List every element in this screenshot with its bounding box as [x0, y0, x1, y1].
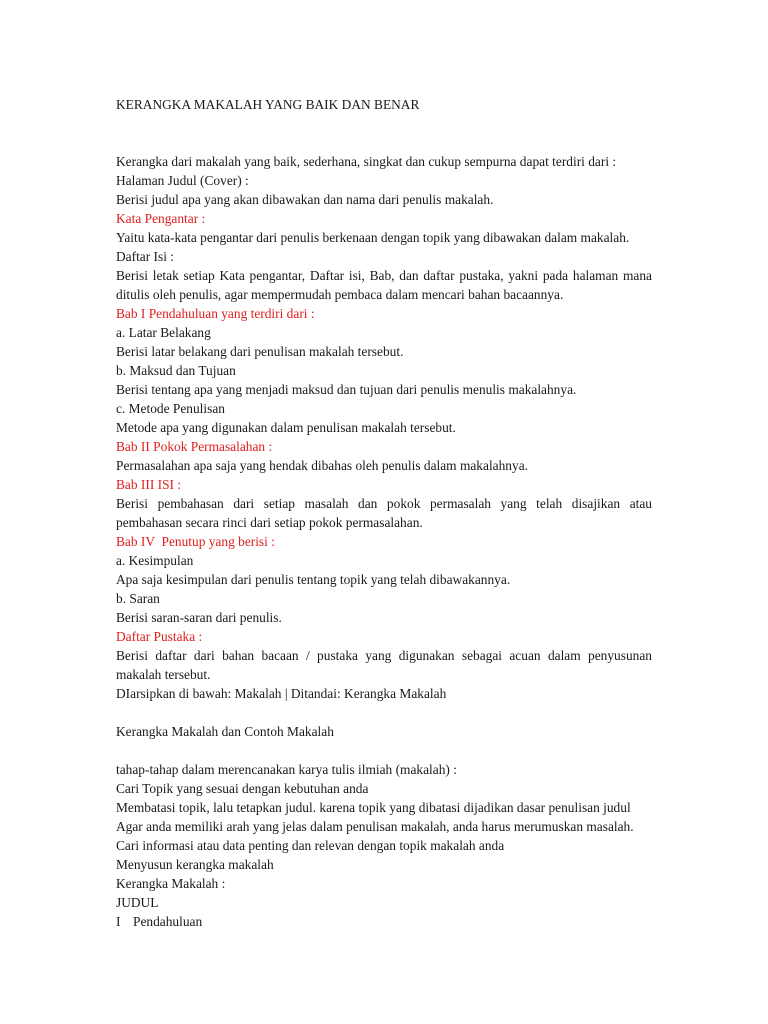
- bab1-c-desc: Metode apa yang digunakan dalam penulisan makalah tersebut.: [116, 420, 456, 435]
- section2-title: Kerangka Makalah dan Contoh Makalah: [116, 724, 334, 739]
- section-gap: [116, 703, 652, 722]
- daftar-isi-heading: Daftar Isi :: [116, 249, 175, 264]
- bab2-heading: Bab II Pokok Permasalahan :: [116, 439, 273, 454]
- bab4-a-heading: a. Kesimpulan: [116, 553, 194, 568]
- bab1-b-desc: Berisi tentang apa yang menjadi maksud dan tujuan dari penulis menulis makalahnya.: [116, 382, 577, 397]
- judul-label: JUDUL: [116, 895, 159, 910]
- kata-pengantar-heading: Kata Pengantar :: [116, 211, 206, 226]
- document-title: KERANGKA MAKALAH YANG BAIK DAN BENAR: [116, 97, 420, 112]
- bab1-b-heading: b. Maksud dan Tujuan: [116, 363, 236, 378]
- bab3-desc: Berisi pembahasan dari setiap masalah dan pokok permasalah yang telah disajikan atau pembahasan secara rinci dari setiap pokok permasalahan.: [116, 496, 652, 530]
- section-gap: [116, 741, 652, 760]
- archived-note: DIarsipkan di bawah: Makalah | Ditandai: Kerangka Makalah: [116, 686, 447, 701]
- bab1-a-desc: Berisi latar belakang dari penulisan makalah tersebut.: [116, 344, 404, 359]
- tahap-intro: tahap-tahap dalam merencanakan karya tulis ilmiah (makalah) :: [116, 762, 457, 777]
- bab4-a-desc: Apa saja kesimpulan dari penulis tentang topik yang telah dibawakannya.: [116, 572, 511, 587]
- kerangka-label: Kerangka Makalah :: [116, 876, 226, 891]
- bab4-heading: Bab IV Penutup yang berisi :: [116, 534, 275, 549]
- bab3-heading: Bab III ISI :: [116, 477, 182, 492]
- bab4-b-heading: b. Saran: [116, 591, 160, 606]
- tahap-step: Membatasi topik, lalu tetapkan judul. karena topik yang dibatasi dijadikan dasar penulisan judul: [116, 800, 631, 815]
- outline-item-text: Pendahuluan: [133, 914, 203, 929]
- outline-item: [116, 912, 652, 931]
- bab4-b-desc: Berisi saran-saran dari penulis.: [116, 610, 282, 625]
- daftar-isi-desc: Berisi letak setiap Kata pengantar, Daftar isi, Bab, dan daftar pustaka, yakni pada halaman mana ditulis oleh penulis, agar mempermudah pembaca dalam mencari bahan bacaannya.: [116, 268, 652, 302]
- intro-text: Kerangka dari makalah yang baik, sederhana, singkat dan cukup sempurna dapat terdiri dari :: [116, 154, 617, 169]
- bab2-desc: Permasalahan apa saja yang hendak dibahas oleh penulis dalam makalahnya.: [116, 458, 528, 473]
- halaman-judul-desc: Berisi judul apa yang akan dibawakan dan nama dari penulis makalah.: [116, 192, 494, 207]
- bab1-a-heading: a. Latar Belakang: [116, 325, 211, 340]
- daftar-pustaka-heading: Daftar Pustaka :: [116, 629, 203, 644]
- tahap-step: Menyusun kerangka makalah: [116, 857, 274, 872]
- kata-pengantar-desc: Yaitu kata-kata pengantar dari penulis berkenaan dengan topik yang dibawakan dalam makalah.: [116, 230, 630, 245]
- tahap-step: Agar anda memiliki arah yang jelas dalam penulisan makalah, anda harus merumuskan masalah.: [116, 819, 634, 834]
- daftar-pustaka-desc: Berisi daftar dari bahan bacaan / pustaka yang digunakan sebagai acuan dalam penyusunan makalah tersebut.: [116, 648, 652, 682]
- outline-item-number: I: [116, 914, 121, 929]
- tahap-step: Cari Topik yang sesuai dengan kebutuhan anda: [116, 781, 369, 796]
- tahap-step: Cari informasi atau data penting dan relevan dengan topik makalah anda: [116, 838, 505, 853]
- bab1-c-heading: c. Metode Penulisan: [116, 401, 225, 416]
- halaman-judul-heading: Halaman Judul (Cover) :: [116, 173, 249, 188]
- bab1-heading: Bab I Pendahuluan yang terdiri dari :: [116, 306, 315, 321]
